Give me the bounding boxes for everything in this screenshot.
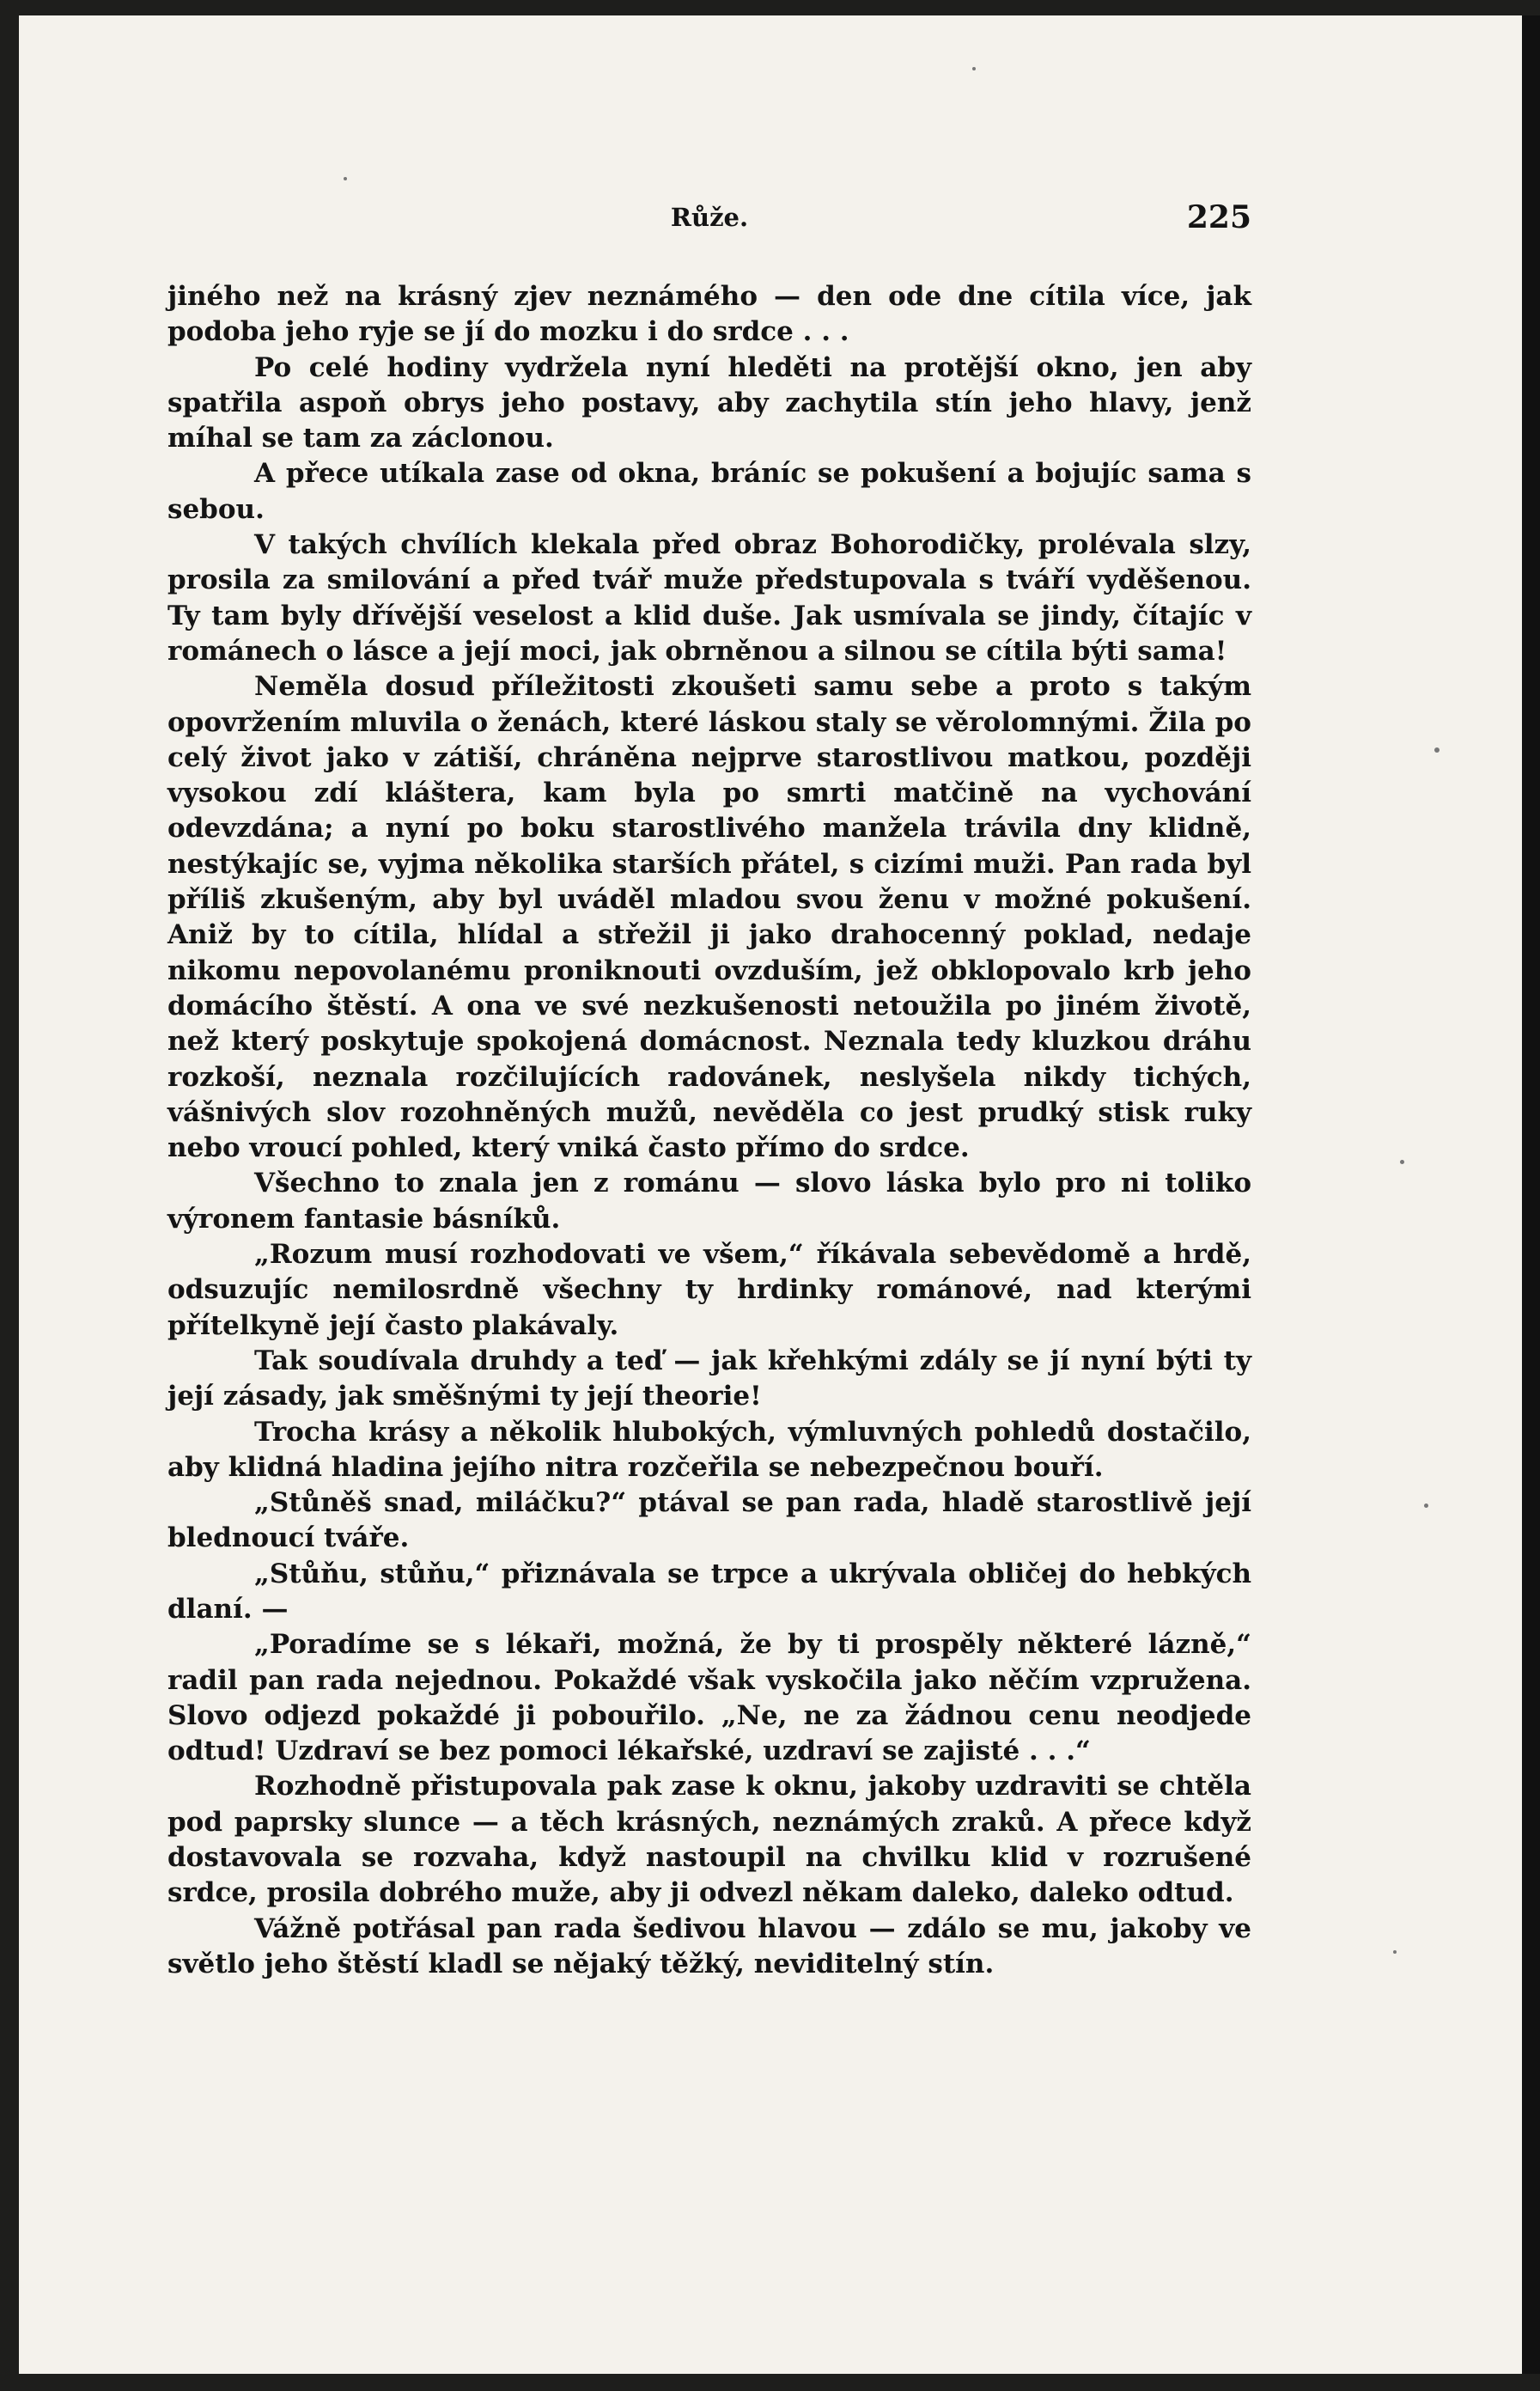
page-header bbox=[167, 199, 1251, 234]
dust-speck bbox=[1400, 1160, 1404, 1164]
paragraph: „Poradíme se s lékaři, možná, že by ti prospěly některé lázně,“ radil pan rada nejednou. Pokaždé však vyskočila jako něčím vzpružena. Slovo odjezd pokaždé ji pobouřilo. „Ne, ne za žádnou cenu neodjede odtud! Uzdraví se bez pomoci lékařské, uzdraví se zajisté . . .“ bbox=[167, 1629, 1251, 1767]
paragraph: „Stůněš snad, miláčku?“ ptával se pan rada, hladě starostlivě její blednoucí tváře. bbox=[167, 1487, 1251, 1554]
dust-speck bbox=[1424, 1504, 1428, 1508]
paragraph: Neměla dosud příležitosti zkoušeti samu sebe a proto s takým opovržením mluvila o ženách, které láskou staly se věrolomnými. Žila po celý život jako v zátiší, chráněna nejprve starostlivou matkou, později vysokou zdí kláštera, kam byla po smrti matčině na vychování odevzdána; a nyní po boku starostlivého manžela trávila dny klidně, nestýkajíc se, vyjma několika starších přátel, s cizími muži. Pan rada byl příliš zkušeným, aby byl uváděl mladou svou ženu v možné pokušení. Aniž by to cítila, hlídal a střežil ji jako drahocenný poklad, nedaje nikomu nepovolanému proniknouti ovzduším, jež obklopovalo krb jeho domácího štěstí. A ona ve své nezkušenosti netoužila po jiném životě, než který poskytuje spokojená domácnost. Neznala tedy kluzkou dráhu rozkoší, neznala rozčilujících radovánek, neslyšela nikdy tichých, vášnivých slov rozohněných mužů, nevěděla co jest prudký stisk ruky nebo vroucí pohled, který vniká často přímo do srdce. bbox=[167, 671, 1251, 1164]
paragraph: jiného než na krásný zjev neznámého — den ode dne cítila více, jak podoba jeho ryje se jí do mozku i do srdce . . . bbox=[167, 281, 1251, 348]
page-number: 225 bbox=[1186, 199, 1251, 235]
paragraph: A přece utíkala zase od okna, bráníc se pokušení a bojujíc sama s sebou. bbox=[167, 458, 1251, 525]
body-text bbox=[167, 279, 1251, 1982]
paragraph: Vážně potřásal pan rada šedivou hlavou — zdálo se mu, jakoby ve světlo jeho štěstí kladl se nějaký těžký, neviditelný stín. bbox=[167, 1912, 1251, 1979]
paragraph: Všechno to znala jen z románu — slovo láska bylo pro ni toliko výronem fantasie básníků. bbox=[167, 1168, 1251, 1235]
dust-speck bbox=[344, 177, 347, 180]
running-title: Růže. bbox=[670, 203, 749, 232]
paragraph: Po celé hodiny vydržela nyní hleděti na protější okno, jen aby spatřila aspoň obrys jeho postavy, aby zachytila stín jeho hlavy, jenž míhal se tam za záclonou. bbox=[167, 351, 1251, 454]
paragraph: „Stůňu, stůňu,“ přiznávala se trpce a ukrývala obličej do hebkých dlaní. — bbox=[167, 1558, 1251, 1625]
paragraph: „Rozum musí rozhodovati ve všem,“ říkávala sebevědomě a hrdě, odsuzujíc nemilosrdně všechny ty hrdinky románové, nad kterými přítelkyně její často plakávaly. bbox=[167, 1239, 1251, 1341]
paragraph: Trocha krásy a několik hlubokých, výmluvných pohledů dostačilo, aby klidná hladina jejího nitra rozčeřila se nebezpečnou bouří. bbox=[167, 1416, 1251, 1483]
dust-speck bbox=[972, 67, 976, 70]
paragraph: V takých chvílích klekala před obraz Bohorodičky, prolévala slzy, prosila za smilování a před tvář muže předstupovala s tváří vyděšenou. Ty tam byly dřívější veselost a klid duše. Jak usmívala se jindy, čítajíc v románech o lásce a její moci, jak obrněnou a silnou se cítila býti sama! bbox=[167, 529, 1251, 667]
scan-right-edge bbox=[1522, 15, 1540, 2374]
paragraph: Rozhodně přistupovala pak zase k oknu, jakoby uzdraviti se chtěla pod paprsky slunce — a těch krásných, neznámých zraků. A přece když dostavovala se rozvaha, když nastoupil na chvilku klid v rozrušené srdce, prosila dobrého muže, aby ji odvezl někam daleko, daleko odtud. bbox=[167, 1771, 1251, 1909]
dust-speck bbox=[1434, 747, 1440, 753]
paragraph: Tak soudívala druhdy a teď — jak křehkými zdály se jí nyní býti ty její zásady, jak směšnými ty její theorie! bbox=[167, 1345, 1251, 1412]
dust-speck bbox=[1393, 1950, 1397, 1954]
